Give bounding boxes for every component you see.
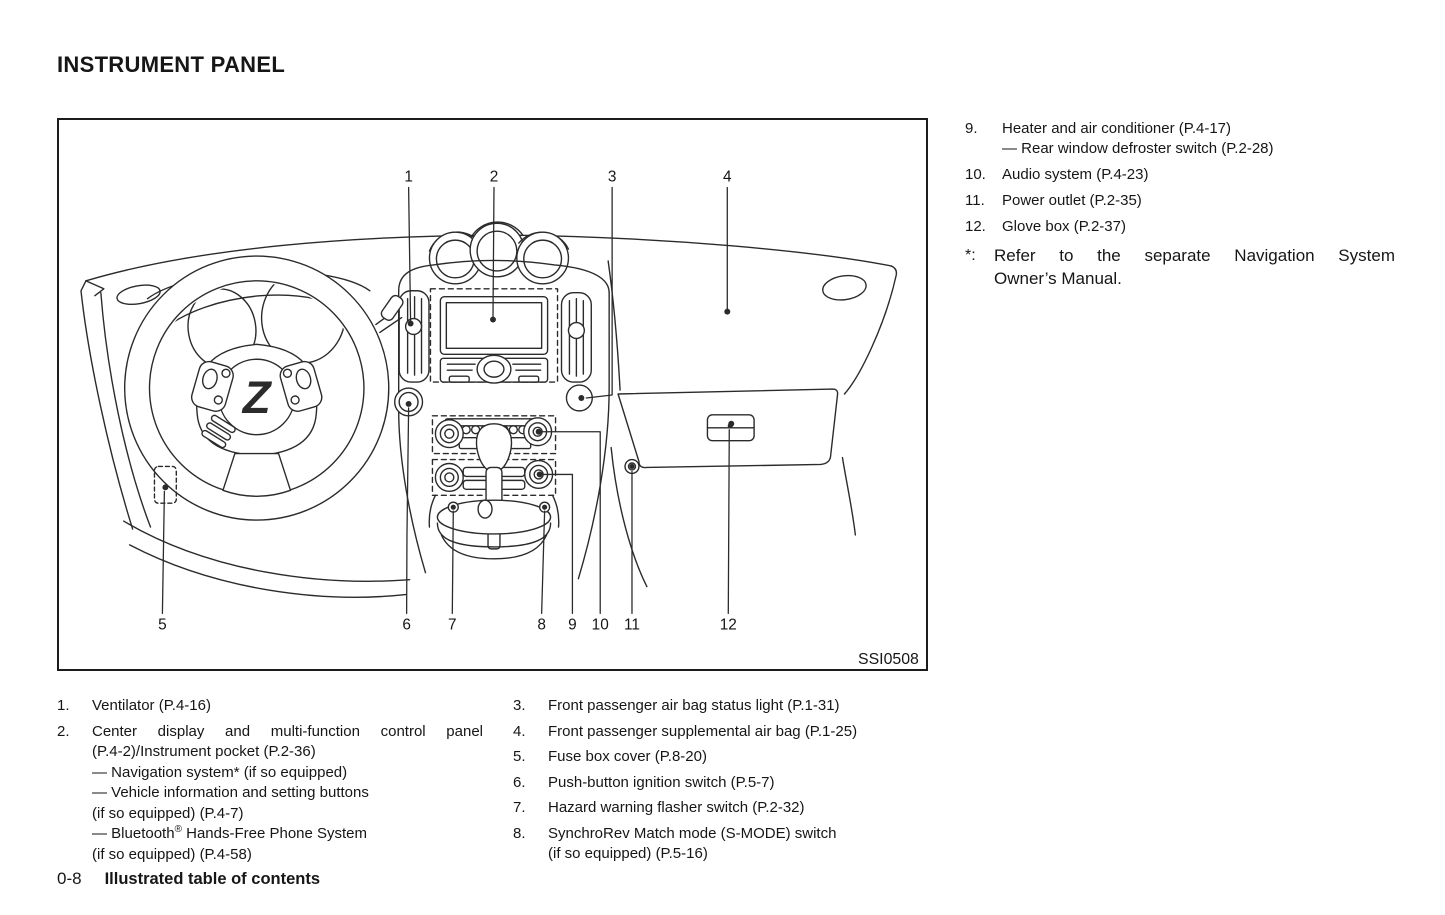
passenger-side-vent bbox=[561, 293, 591, 382]
item-text: Front passenger supplemental air bag (P.1-25) bbox=[548, 722, 858, 740]
figure-code: SSI0508 bbox=[857, 651, 919, 669]
instrument-panel-figure bbox=[57, 118, 928, 671]
page-footer bbox=[57, 869, 320, 889]
bottom-left-list bbox=[57, 696, 483, 870]
item-text: Fuse box cover (P.8-20) bbox=[548, 748, 707, 765]
glove-box bbox=[618, 389, 838, 473]
item-number: 2. bbox=[57, 722, 70, 740]
callout-6: 6 bbox=[402, 616, 411, 634]
callout-1: 1 bbox=[404, 168, 413, 186]
item-number: 8. bbox=[513, 824, 526, 842]
gauge-pods bbox=[429, 222, 568, 284]
driver-side-vent bbox=[399, 291, 429, 382]
list-item bbox=[513, 798, 941, 819]
steering-wheel bbox=[125, 256, 405, 520]
item-text: SynchroRev Match mode (S-MODE) switch bbox=[548, 824, 837, 842]
instrument-panel-diagram bbox=[59, 120, 926, 669]
registered-mark: ® bbox=[174, 824, 182, 835]
list-item bbox=[513, 747, 941, 768]
item-text: Front passenger air bag status light (P.1-31) bbox=[548, 697, 840, 714]
callout-7: 7 bbox=[448, 616, 457, 634]
item-text: Ventilator (P.4-16) bbox=[92, 697, 211, 714]
item-number: 4. bbox=[513, 722, 526, 740]
item-text: Push-button ignition switch (P.5-7) bbox=[548, 773, 775, 791]
callout-3: 3 bbox=[607, 168, 617, 186]
item-number: 1. bbox=[57, 697, 70, 714]
list-item bbox=[513, 824, 941, 865]
list-item bbox=[57, 696, 483, 717]
callout-9: 9 bbox=[568, 616, 577, 634]
footnote-text: Owner’s Manual. bbox=[994, 269, 1122, 288]
list-item bbox=[965, 119, 1395, 159]
item-subtext: — Bluetooth® Hands-Free Phone System bbox=[92, 824, 368, 842]
item-number: 9. bbox=[965, 120, 978, 137]
page-number: 0-8 bbox=[57, 869, 82, 888]
list-item bbox=[965, 165, 1395, 185]
callout-4: 4 bbox=[723, 168, 732, 186]
right-reference-list bbox=[965, 119, 1395, 290]
list-item bbox=[965, 217, 1395, 237]
item-subtext: (if so equipped) (P.5-16) bbox=[548, 845, 708, 862]
list-item bbox=[513, 696, 941, 717]
footnote-text: Refer to the separate Navigation System bbox=[994, 246, 1395, 265]
page-title: INSTRUMENT PANEL bbox=[57, 52, 286, 77]
center-stack bbox=[395, 260, 609, 578]
item-subtext: — Vehicle information and setting buttons bbox=[92, 784, 369, 801]
lower-spoke bbox=[223, 454, 291, 497]
section-title: Illustrated table of contents bbox=[104, 870, 321, 888]
bottom-right-list bbox=[513, 696, 941, 870]
footnote bbox=[965, 244, 1395, 290]
item-number: 12. bbox=[965, 218, 986, 235]
item-text: Audio system (P.4-23) bbox=[1002, 166, 1149, 183]
callout-2: 2 bbox=[489, 168, 499, 186]
footnote-marker: *: bbox=[965, 247, 976, 264]
callout-12: 12 bbox=[719, 616, 737, 634]
item-number: 5. bbox=[513, 748, 526, 765]
item-subtext: — Rear window defroster switch (P.2-28) bbox=[1002, 140, 1274, 157]
item-text: Center display and multi-function control panel bbox=[92, 722, 483, 740]
callout-5: 5 bbox=[158, 616, 167, 634]
list-item bbox=[57, 722, 483, 866]
callout-8: 8 bbox=[537, 616, 546, 634]
item-subtext: — Navigation system* (if so equipped) bbox=[92, 763, 348, 781]
item-number: 3. bbox=[513, 697, 526, 714]
item-subtext: (if so equipped) (P.4-58) bbox=[92, 845, 252, 863]
item-number: 11. bbox=[965, 192, 985, 209]
item-number: 10. bbox=[965, 166, 986, 183]
center-display bbox=[430, 289, 557, 383]
item-subtext: (if so equipped) (P.4-7) bbox=[92, 804, 244, 822]
callout-10: 10 bbox=[591, 616, 609, 634]
item-text: Heater and air conditioner (P.4-17) bbox=[1002, 120, 1232, 137]
item-number: 7. bbox=[513, 799, 526, 816]
steering-logo: Z bbox=[242, 371, 271, 423]
item-text: Power outlet (P.2-35) bbox=[1002, 192, 1142, 209]
item-number: 6. bbox=[513, 773, 526, 791]
callout-11: 11 bbox=[623, 616, 640, 634]
list-item bbox=[965, 191, 1395, 211]
list-item bbox=[513, 773, 941, 794]
list-item bbox=[513, 722, 941, 743]
item-text: Hazard warning flasher switch (P.2-32) bbox=[548, 799, 805, 816]
item-text: Glove box (P.2-37) bbox=[1002, 218, 1126, 235]
item-text: (P.4-2)/Instrument pocket (P.2-36) bbox=[92, 743, 316, 760]
